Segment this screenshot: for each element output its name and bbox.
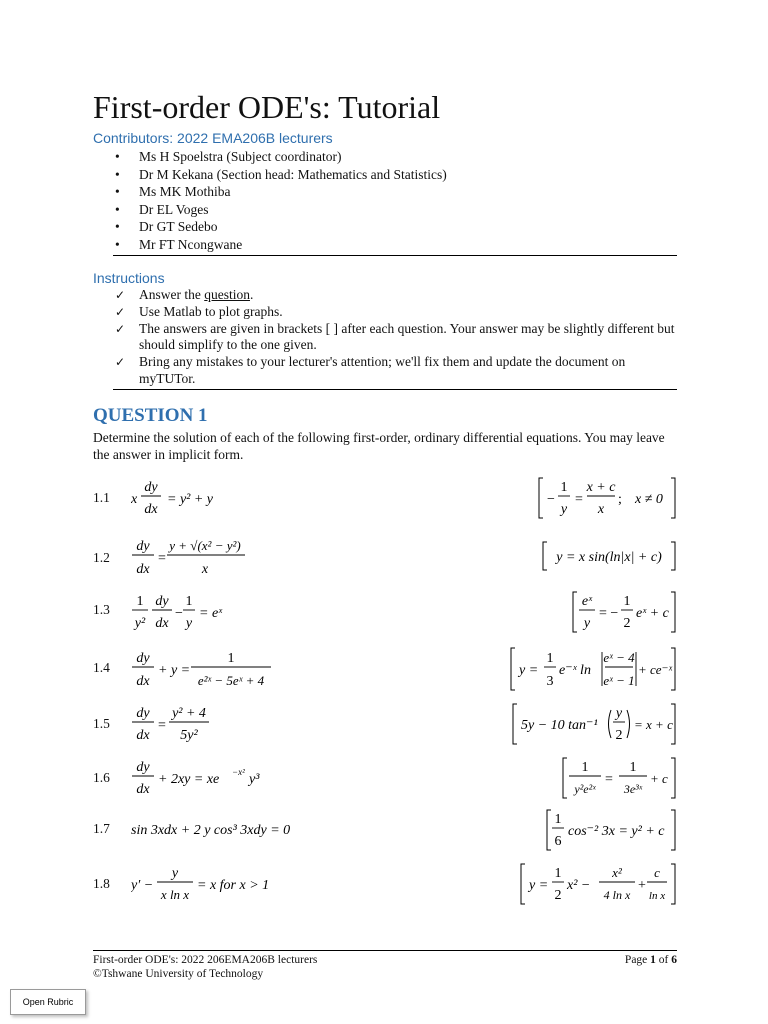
question-intro: Determine the solution of each of the following first-order, ordinary differential equations. You may leave the answer in implicit form. [93,430,665,462]
svg-text:y³: y³ [249,772,260,787]
list-item: • Mr FT Ncongwane [115,236,243,252]
svg-text:y² + 4: y² + 4 [172,706,206,721]
svg-text:ln x: ln x [648,890,666,902]
svg-text:x² −: x² − [567,878,591,893]
svg-text:3e³ˣ: 3e³ˣ [623,782,643,796]
svg-text:eˣ − 1: eˣ − 1 [603,673,635,688]
svg-text:6: 6 [554,834,562,849]
svg-text:c: c [654,865,660,880]
svg-text:5y²: 5y² [180,728,198,743]
answer [541,540,677,572]
svg-text:e⁻ˣ ln: e⁻ˣ ln [559,663,591,678]
svg-text:+ y =: + y = [158,663,191,678]
answer [561,756,677,800]
svg-text:;: ; [618,492,622,507]
svg-text:e²ˣ − 5eˣ + 4: e²ˣ − 5eˣ + 4 [197,673,265,688]
svg-text:x: x [131,492,138,507]
svg-text:1: 1 [629,760,637,775]
contributors-heading: Contributors: 2022 EMA206B lecturers [93,130,333,146]
svg-text:1: 1 [136,594,144,609]
answer [511,702,677,746]
svg-text:5y − 10 tan⁻¹: 5y − 10 tan⁻¹ [521,718,598,733]
svg-text:y: y [560,502,568,517]
svg-text:y²e²ˣ: y²e²ˣ [574,782,596,796]
equation [131,702,231,746]
equation [131,862,311,906]
svg-text:dy: dy [144,480,158,495]
svg-text:−: − [547,492,555,507]
svg-text:y: y [171,866,179,881]
svg-text:2: 2 [615,728,623,743]
svg-text:1: 1 [185,594,193,609]
item-number: 1.1 [93,490,110,505]
list-item: • Dr EL Voges [115,201,209,217]
list-item: ✓ Bring any mistakes to your lecturer's attention; we'll fix them and update the document on myTUTor. [115,354,626,386]
svg-text:dy: dy [136,706,150,721]
svg-text:= x + c: = x + c [634,717,673,732]
svg-text:y =: y = [529,878,549,893]
svg-text:y: y [615,706,623,721]
svg-text:x ≠ 0: x ≠ 0 [635,492,663,507]
svg-text:y + √(x² − y²): y + √(x² − y²) [169,538,241,553]
svg-text:1: 1 [581,760,589,775]
equation [131,756,281,800]
item-number: 1.4 [93,660,110,675]
svg-text:eˣ + c: eˣ + c [636,606,669,621]
list-item: ✓ Answer the question. [115,287,254,302]
list-item: ✓ Use Matlab to plot graphs. [115,303,283,319]
contributors-list [93,148,677,254]
equation [131,646,281,692]
answer [571,590,677,634]
footer [93,953,677,981]
svg-text:dy: dy [155,594,169,609]
svg-text:y = x sin(ln|x| + c): y = x sin(ln|x| + c) [556,550,662,565]
svg-text:y²: y² [134,616,146,631]
svg-text:x ln x: x ln x [160,887,190,902]
checkmark-icon: ✓ [115,355,126,370]
list-item: • Dr GT Sedebo [115,219,218,235]
svg-text:dx: dx [136,782,150,797]
svg-text:eˣ: eˣ [581,594,593,609]
instructions-list [93,287,677,388]
equation [131,808,311,852]
svg-text:=: = [158,718,166,733]
svg-text:+ c: + c [650,771,668,786]
page-title: First-order ODE's: Tutorial [93,89,441,125]
open-rubric-button[interactable]: Open Rubric [10,989,86,1015]
svg-text:cos⁻² 3x = y² + c: cos⁻² 3x = y² + c [568,824,665,839]
divider [113,255,677,256]
item-number: 1.6 [93,770,110,785]
svg-text:x + c: x + c [586,480,616,495]
svg-text:y: y [583,616,591,631]
svg-text:dy: dy [136,651,150,666]
svg-text:dx: dx [136,728,150,743]
svg-text:dx: dx [136,562,150,577]
svg-text:1: 1 [554,812,562,827]
svg-text:2: 2 [554,888,562,903]
svg-text:=: = [605,772,613,787]
svg-text:4 ln x: 4 ln x [603,888,631,902]
svg-text:dx: dx [155,616,169,631]
equation [131,590,241,634]
svg-text:sin 3xdx + 2 y cos³ 3xdy = 0: sin 3xdx + 2 y cos³ 3xdy = 0 [131,823,291,838]
svg-text:1: 1 [227,651,235,666]
item-number: 1.5 [93,716,110,731]
item-number: 1.3 [93,602,110,617]
svg-text:1: 1 [546,651,554,666]
svg-text:dy: dy [136,539,150,554]
svg-text:3: 3 [546,674,554,689]
svg-text:= −: = − [599,606,619,621]
page-number: Page 1 of 6 [624,954,677,966]
svg-text:x: x [201,562,209,577]
list-item: • Ms H Spoelstra (Subject coordinator) [115,149,342,164]
question-link[interactable]: question [204,287,250,302]
svg-text:1: 1 [554,866,562,881]
svg-text:−: − [175,606,183,621]
svg-text:2: 2 [623,616,631,631]
svg-text:dx: dx [136,674,150,689]
svg-text:eˣ − 4: eˣ − 4 [603,650,635,665]
answer [545,808,677,852]
svg-text:+: + [638,878,646,893]
answer [519,862,677,906]
svg-text:dx: dx [144,502,158,517]
svg-text:1: 1 [623,594,631,609]
svg-text:= eˣ: = eˣ [199,606,223,621]
answer [537,476,677,520]
svg-text:1: 1 [560,480,568,495]
svg-text:x²: x² [612,865,622,880]
svg-text:y′ −: y′ − [131,878,154,893]
list-item: ✓ The answers are given in brackets [ ] after each question. Your answer may be slightly different but should simplify to the one given. [115,320,675,353]
svg-text:= y² + y: = y² + y [167,492,214,507]
checkmark-icon: ✓ [115,304,126,319]
equation [131,476,251,520]
footer-copyright: ©Tshwane University of Technology [93,968,264,980]
svg-text:+ 2xy = xe: + 2xy = xe [158,772,220,787]
svg-text:dy: dy [136,760,150,775]
instructions-heading: Instructions [93,270,165,286]
checkmark-icon: ✓ [115,288,126,302]
svg-text:−x²: −x² [232,767,245,777]
item-number: 1.8 [93,876,110,891]
svg-text:+ ce⁻ˣ: + ce⁻ˣ [638,662,673,677]
svg-text:=: = [158,551,166,566]
answer [509,646,677,692]
svg-text:y: y [185,616,193,631]
checkmark-icon: ✓ [115,321,126,336]
question-heading: QUESTION 1 [93,405,208,426]
footer-divider [93,950,677,951]
svg-text:= x for x > 1: = x for x > 1 [197,878,270,893]
footer-course: First-order ODE's: 2022 206EMA206B lecturers [93,954,318,966]
equation [131,534,261,580]
svg-text:y =: y = [519,663,539,678]
divider [113,389,677,390]
svg-text:x: x [597,502,605,517]
item-number: 1.7 [93,821,110,836]
list-item: • Ms MK Mothiba [115,184,231,200]
list-item: • Dr M Kekana (Section head: Mathematics and Statistics) [115,166,447,182]
item-number: 1.2 [93,550,110,565]
svg-text:=: = [575,492,583,507]
